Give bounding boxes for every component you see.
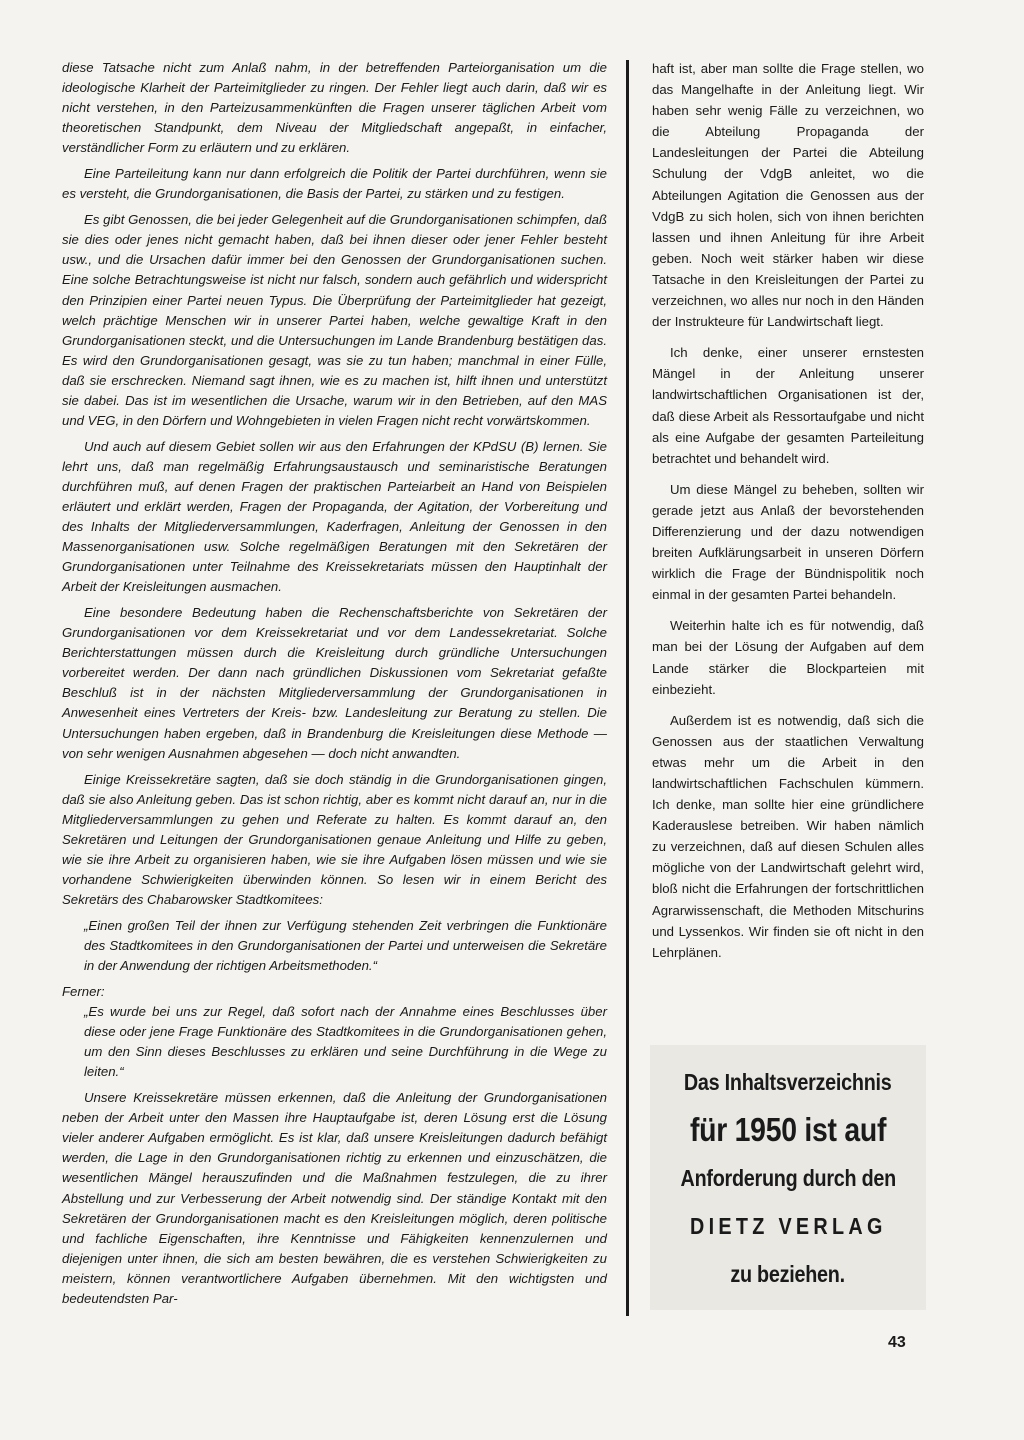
page-number: 43	[888, 1334, 906, 1351]
paragraph: Und auch auf diesem Gebiet sollen wir aus den Erfahrungen der KPdSU (B) lernen. Sie lehrt uns, daß man regelmäßig Erfahrungsaustausch und seminaristische Beratungen durchführen muß, auf denen Fragen der praktischen Parteiarbeit an Hand von Beispielen erläutert und erklärt werden, Fragen der Propaganda, der Agitation, der Vorbereitung und des Inhalts der Mitgliederversammlungen, Kaderfragen, Anleitung der Genossen in den Massenorganisationen usw. Solche regelmäßigen Beratungen mit den Sekretären der Grundorganisationen unter Teilnahme des Kreissekretariats müssen den Hauptinhalt der Arbeit der Kreisleitungen ausmachen.	[62, 438, 607, 595]
advertisement-box	[650, 1045, 926, 1310]
paragraph: Eine besondere Bedeutung haben die Rechenschaftsberichte von Sekretären der Grundorganisationen vor dem Kreissekretariat und vor dem Landessekretariat. Solche Berichterstattungen müssen durch die Kreisleitung durch gründliche Untersuchungen vorbereitet werden. Der dann nach gründlichen Diskussionen vom Sekretariat gefaßte Beschluß ist in der nächsten Mitgliederversammlung der Grundorganisationen in Anwesenheit eines Vertreters der Kreis- bzw. Landesleitung zur Beratung zu stellen. Die Untersuchungen haben ergeben, daß in Brandenburg die Kreisleitungen diese Methode — von sehr wenigen Ausnahmen abgesehen — doch nicht anwandten.	[62, 605, 607, 761]
paragraph: haft ist, aber man sollte die Frage stellen, wo das Mangelhafte in der Anleitung liegt. Wir haben sehr wenig Fälle zu verzeichnen, wo die Abteilung Propaganda der Landesleitungen der Partei die Abteilung Schulung der VdgB anleitet, wo die Abteilungen Agitation die Genossen aus der VdgB zu sich holen, sich von ihnen berichten lassen und ihnen Anleitung für ihre Arbeit geben. Noch weit stärker haben wir diese Tatsache in den Kreisleitungen der Partei zu verzeichnen, wo alles nur noch in den Händen der Instrukteure für Landwirtschaft liegt.	[652, 61, 924, 330]
paragraph: Eine Parteileitung kann nur dann erfolgreich die Politik der Partei durchführen, wenn sie es versteht, die Grundorganisationen, die Basis der Partei, zu stärken und zu festigen.	[62, 166, 607, 202]
paragraph: Außerdem ist es notwendig, daß sich die Genossen aus der staatlichen Verwaltung etwas mehr um die Arbeit in den landwirtschaftlichen Fachschulen kümmern. Ich denke, man sollte hier eine gründlichere Kaderauslese betreiben. Wir haben nämlich zu verzeichnen, daß auf diesen Schulen alles mögliche von der Landwirtschaft gelehrt wird, bloß nicht die Erfahrungen der fortschrittlichen Agrarwissenschaft, die Methoden Mitschurins und Lyssenkos. Wir finden sie oft nicht in den Lehrplänen.	[652, 712, 924, 960]
paragraph: Einige Kreissekretäre sagten, daß sie doch ständig in die Grundorganisationen gingen, daß sie also Anleitung geben. Das ist schon richtig, aber es kommt nicht darauf an, nur in die Mitgliederversammlungen zu gehen und Referate zu halten. Es kommt darauf an, den Sekretären und Leitungen der Grundorganisationen genaue Anleitung und Hilfe zu geben, wie sie ihre Arbeit zu organisieren haben, wie sie ihre Aufgaben lösen müssen und wie sie vorhandene Schwierigkeiten überwinden können. So lesen wir in einem Bericht des Sekretärs des Chabarowsker Stadtkomitees:	[62, 771, 607, 907]
block-quote: „Einen großen Teil der ihnen zur Verfügung stehenden Zeit verbringen die Funktionäre des Stadtkomitees in den Grundorganisationen der Partei und unterweisen die Sekretäre in der Anwendung der richtigen Arbeitsmethoden.“	[84, 917, 607, 974]
block-quote: „Es wurde bei uns zur Regel, daß sofort nach der Annahme eines Beschlusses über diese oder jene Frage Funktionäre des Stadtkomitees in die Grundorganisationen gehen, um den Sinn dieses Beschlusses zu erklären und seine Durchführung in die Wege zu leiten.“	[84, 1004, 607, 1080]
ad-line: Das Inhaltsverzeichnis	[684, 1068, 892, 1095]
paragraph: Es gibt Genossen, die bei jeder Gelegenheit auf die Grundorganisationen schimpfen, daß sie dies oder jenes nicht gemacht haben, daß bei ihnen dieser oder jener Fehler besteht usw., und die Ursachen dafür immer bei den Genossen der Grundorganisationen suchen. Eine solche Betrachtungsweise ist nicht nur falsch, sondern auch gefährlich und widerspricht den Prinzipien einer Partei neuen Typus. Die Überprüfung der Parteimitglieder hat gezeigt, welch prächtige Menschen wir in unserer Partei haben, welche gewaltige Kraft in den Grundorganisationen steckt, und die Untersuchungen im Lande Brandenburg bestätigen das. Es wird den Grundorganisationen gesagt, was sie zu tun haben; manchmal in einer Fülle, daß sie erschrecken. Niemand sagt ihnen, wie es zu machen ist, hilft ihnen und unterstützt sie dabei. Das ist im wesentlichen die Ursache, warum wir in den Betrieben, auf den MAS und VEG, in den Dörfern und Wohngebieten in vielen Fragen nicht recht vorwärtskommen.	[62, 212, 607, 428]
column-divider	[626, 60, 629, 1316]
ad-publisher: DIETZ VERLAG	[689, 1212, 887, 1239]
paragraph-label: Ferner:	[62, 984, 105, 1000]
paragraph: Um diese Mängel zu beheben, sollten wir gerade jetzt aus Anlaß der bevorstehenden Differenzierung und der dazu notwendigen breiten Aufklärungsarbeit in unseren Dörfern wirklich die Frage der Bündnispolitik noch einmal in der gesamten Partei behandeln.	[652, 481, 924, 603]
paragraph: diese Tatsache nicht zum Anlaß nahm, in der betreffenden Parteiorganisation um die ideologische Klarheit der Parteimitglieder zu ringen. Der Fehler liegt auch darin, daß wir es nicht verstehen, in den Parteizusammenkünften die Fragen unserer täglichen Arbeit vom theoretischen Standpunkt, dem Niveau der Mitgliedschaft angepaßt, in einfacher, verständlicher Form zu erläutern und zu erklären.	[62, 60, 607, 156]
paragraph: Ich denke, einer unserer ernstesten Mängel in der Anleitung unserer landwirtschaftlichen Organisationen ist der, daß diese Arbeit als Ressortaufgabe und nicht als eine Aufgabe der gesamten Parteileitung betrachtet und behandelt wird.	[652, 345, 924, 466]
right-column	[652, 58, 924, 973]
ad-line: Anforderung durch den	[680, 1164, 896, 1191]
left-column	[62, 58, 607, 1315]
paragraph: Unsere Kreissekretäre müssen erkennen, daß die Anleitung der Grundorganisationen neben der Arbeit unter den Massen ihre Hauptaufgabe ist, deren Lösung erst die Lösung vieler anderer Aufgaben ermöglicht. Es ist klar, daß unsere Kreisleitungen dadurch befähigt werden, die Lage in den Grundorganisationen richtig zu erkennen und einzuschätzen, die wesentlichen Mängel herauszufinden und die Maßnahmen festzulegen, die zu ihrer Abstellung und zur Verbesserung der Arbeit notwendig sind. Der ständige Kontakt mit den Sekretären der Grundorganisationen macht es den Kreisleitungen möglich, deren politische und fachliche Eigenschaften, ihre Kenntnisse und Fähigkeiten kennenzulernen und diejenigen unter ihnen, die sich am besten bewähren, die es verstehen Schwierigkeiten zu meistern, können verantwortlichere Aufgaben übernehmen. Mit den wichtigsten und bedeutendsten Par-	[62, 1090, 607, 1306]
ad-line: zu beziehen.	[730, 1260, 846, 1287]
ad-line: für 1950 ist auf	[689, 1110, 887, 1148]
paragraph: Weiterhin halte ich es für notwendig, daß man bei der Lösung der Aufgaben auf dem Lande stärker die Blockparteien mit einbezieht.	[652, 618, 924, 697]
